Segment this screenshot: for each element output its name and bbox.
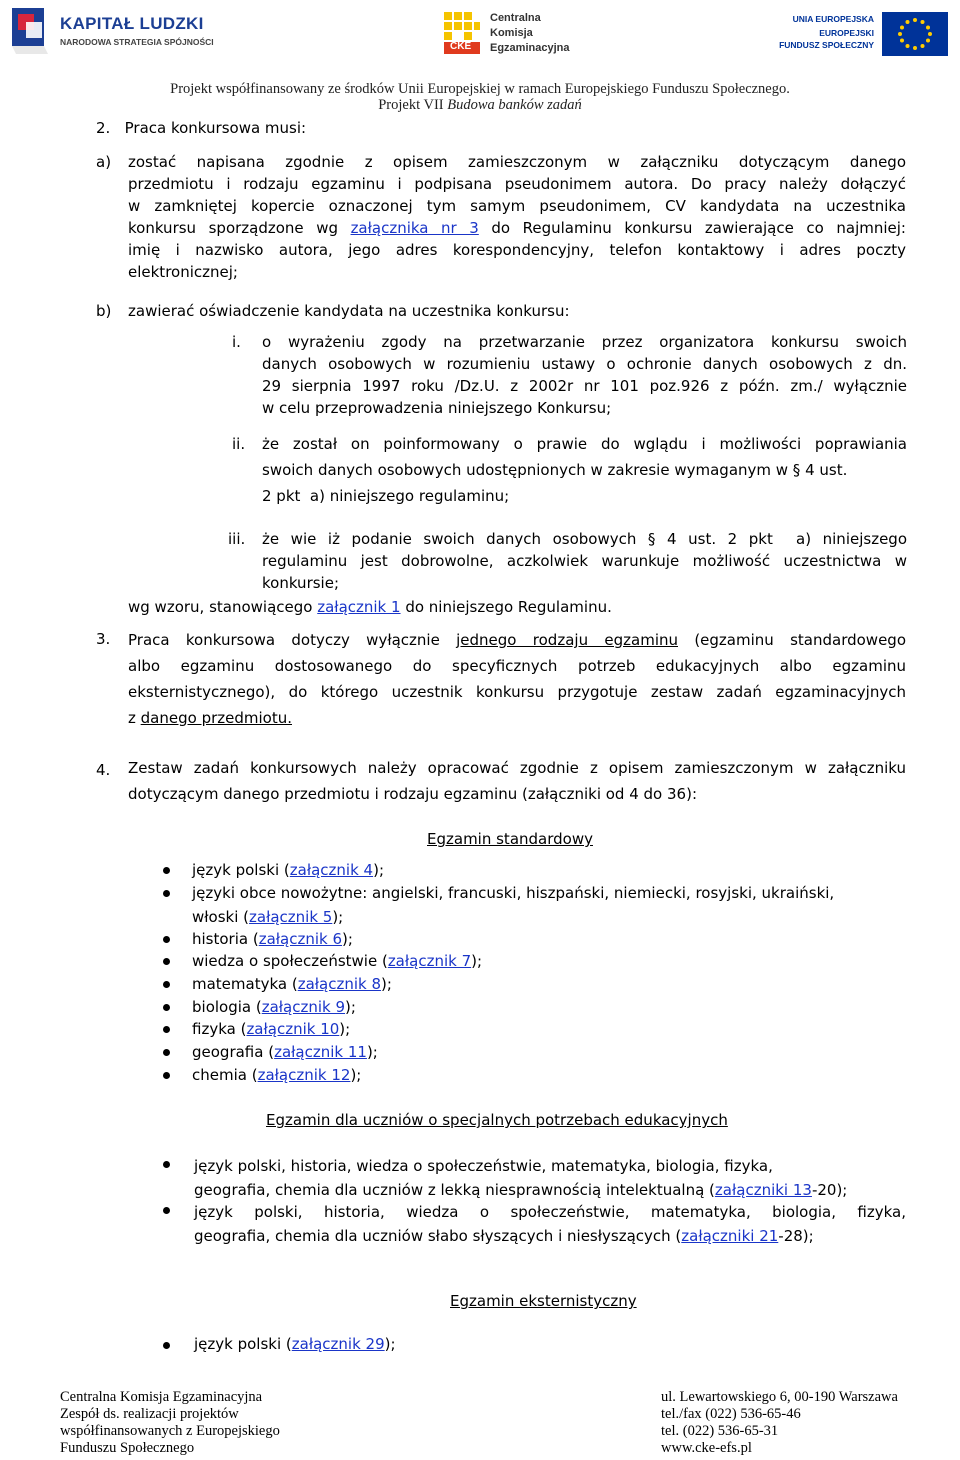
section-3-line4-text: z xyxy=(128,709,141,727)
project-line-1: Projekt współfinansowany ze środków Unii Europejskiej w ramach Europejskiego Funduszu Społecznego. xyxy=(170,81,790,97)
attachment-9-link[interactable]: załącznik 9 xyxy=(261,998,346,1016)
standard-item-tail: ); xyxy=(332,908,344,926)
attachment-1-link[interactable]: załącznik 1 xyxy=(317,598,401,616)
sub-i-line: w celu przeprowadzenia niniejszego Konkursu; xyxy=(262,399,612,417)
special-item-2-line xyxy=(194,1224,906,1248)
cke-badge: CKE xyxy=(450,41,472,52)
section-4-body xyxy=(128,755,906,807)
cke-line-1: Centralna xyxy=(490,12,541,24)
attachment-12-link[interactable]: załącznik 12 xyxy=(257,1066,351,1084)
sub-i-line: 29 sierpnia 1997 roku /Dz.U. z 2002r nr 101 poz.926 z późn. zm./ wyłącznie xyxy=(262,377,907,395)
attachment-6-link[interactable]: załącznik 6 xyxy=(258,930,343,948)
sub-ii-line: swoich danych osobowych udostępnionych w zakresie wymaganym w § 4 ust. xyxy=(262,461,848,479)
special-item-1-line: język polski, historia, wiedza o społeczeństwie, matematyka, biologia, fizyka, xyxy=(194,1157,773,1175)
special-item-1-text: geografia, chemia dla uczniów z lekką niesprawnością intelektualną ( xyxy=(194,1181,715,1199)
section-3-number: 3. xyxy=(96,630,111,648)
standard-item xyxy=(192,861,384,879)
section-3-line1-text: Praca konkursowa dotyczy wyłącznie xyxy=(128,631,457,649)
standard-item xyxy=(192,1020,350,1038)
footer-left-line: Zespół ds. realizacji projektów xyxy=(60,1406,239,1422)
standard-item-text: język polski ( xyxy=(192,861,290,879)
section-3-line1-tail: (egzaminu standardowego xyxy=(678,631,906,649)
standard-item-tail: ); xyxy=(339,1020,351,1038)
standard-item xyxy=(192,1043,378,1061)
item-b-text: zawierać oświadczenie kandydata na uczestnika konkursu: xyxy=(128,302,570,320)
section-3-body xyxy=(128,627,906,731)
standard-item-tail: ); xyxy=(366,1043,378,1061)
eu-line-1: UNIA EUROPEJSKA xyxy=(792,14,874,24)
bullet-icon xyxy=(163,1004,170,1011)
sub-ii-label: ii. xyxy=(232,435,246,453)
bullet-icon xyxy=(163,1342,170,1349)
item-b-label: b) xyxy=(96,302,112,320)
eu-line-2: EUROPEJSKI xyxy=(819,28,874,38)
external-item-text: język polski ( xyxy=(194,1335,292,1353)
standard-item-text: chemia ( xyxy=(192,1066,258,1084)
standard-item-text: matematyka ( xyxy=(192,975,298,993)
sub-iii-body xyxy=(262,528,907,594)
bullet-icon xyxy=(163,958,170,965)
kapital-ludzki-logo xyxy=(8,6,218,56)
standard-item: języki obce nowożytne: angielski, francuski, hiszpański, niemiecki, rosyjski, ukraiński, xyxy=(192,884,835,902)
standard-item xyxy=(192,930,353,948)
section-3-line xyxy=(128,627,906,653)
attachment-3-link[interactable]: załącznika nr 3 xyxy=(350,219,479,237)
attachment-5-link[interactable]: załącznik 5 xyxy=(249,908,333,926)
standard-item-text: fizyka ( xyxy=(192,1020,247,1038)
section-4-line: Zestaw zadań konkursowych należy opracować zgodnie z opisem zamieszczonym w załączniku xyxy=(128,759,906,777)
section-4-number: 4. xyxy=(96,761,111,779)
section-3-line: eksternistycznego), do którego uczestnik konkursu przygotuje zestaw zadań egzaminacyjnych xyxy=(128,683,906,701)
item-a-line4-text: konkursu sporządzone wg xyxy=(128,219,351,237)
one-exam-type-emphasis: jednego rodzaju egzaminu xyxy=(456,631,678,649)
attachment-10-link[interactable]: załącznik 10 xyxy=(246,1020,340,1038)
standard-item-continuation xyxy=(192,908,343,926)
bullet-icon xyxy=(163,981,170,988)
section-3-line xyxy=(128,705,906,731)
standard-item-text: włoski ( xyxy=(192,908,249,926)
section-4-line: dotyczącym danego przedmiotu i rodzaju egzaminu (załączniki od 4 do 36): xyxy=(128,785,697,803)
item-a-line: przedmiotu i rodzaju egzaminu i podpisana pseudonimem autora. Do pracy należy dołączyć xyxy=(128,175,906,193)
eu-logo xyxy=(778,12,956,56)
attachment-8-link[interactable]: załącznik 8 xyxy=(297,975,382,993)
item-a-line: zostać napisana zgodnie z opisem zamieszczonym w załączniku dotyczącym danego xyxy=(128,153,906,171)
special-item-1-line xyxy=(194,1178,847,1202)
standard-exam-heading: Egzamin standardowy xyxy=(427,830,593,848)
attachment-29-link[interactable]: załącznik 29 xyxy=(291,1335,385,1353)
special-item-2-text: geografia, chemia dla uczniów słabo słyszących i niesłyszących ( xyxy=(194,1227,682,1245)
external-exam-heading: Egzamin eksternistyczny xyxy=(450,1292,637,1310)
attachment-4-link[interactable]: załącznik 4 xyxy=(289,861,374,879)
sub-ii-line: że został on poinformowany o prawie do wglądu i możliwości poprawiania xyxy=(262,435,907,453)
bullet-icon xyxy=(163,1072,170,1079)
cke-line-2: Komisja xyxy=(490,27,533,39)
project-line-2-title: Budowa banków zadań xyxy=(447,97,582,113)
footer-right xyxy=(661,1389,898,1457)
special-item-1 xyxy=(194,1154,847,1202)
eu-line-3: FUNDUSZ SPOŁECZNY xyxy=(779,40,874,50)
header xyxy=(0,0,960,112)
footer-left-line: Funduszu Społecznego xyxy=(60,1440,195,1456)
sub-ii-body xyxy=(262,431,907,509)
sub-iii-line: regulaminu jest dobrowolne, aczkolwiek warunkuje możliwość uczestnictwa w xyxy=(262,552,907,570)
project-line-2 xyxy=(0,97,960,114)
attachments-21-28-link[interactable]: załączniki 21 xyxy=(681,1227,779,1245)
item-a-line4-tail: do Regulaminu konkursu zawierające co najmniej: xyxy=(478,219,906,237)
standard-item xyxy=(192,1066,361,1084)
special-item-2-line: język polski, historia, wiedza o społeczeństwie, matematyka, biologia, fizyka, xyxy=(194,1203,906,1221)
special-item-1-tail: -20); xyxy=(811,1181,848,1199)
item-a-label: a) xyxy=(96,153,112,171)
standard-item-tail: ); xyxy=(345,998,356,1016)
section-3-line: albo egzaminu dostosowanego do specyficznych potrzeb edukacyjnych albo egzaminu xyxy=(128,657,906,675)
project-line-2-prefix: Projekt VII xyxy=(378,97,448,113)
item-a-line: w zamkniętej kopercie oznaczonej tym samym pseudonimem, CV kandydata na uczestnika xyxy=(128,197,906,215)
standard-item-text: wiedza o społeczeństwie ( xyxy=(192,952,388,970)
footer-left xyxy=(60,1389,280,1457)
kapital-ludzki-title: KAPITAŁ LUDZKI xyxy=(60,14,204,33)
standard-item-tail: ); xyxy=(381,975,392,993)
special-item-2-tail: -28); xyxy=(778,1227,814,1245)
standard-item xyxy=(192,998,356,1016)
standard-item-tail: ); xyxy=(342,930,353,948)
sub-i-body xyxy=(262,331,907,419)
wzor-tail: do niniejszego Regulaminu. xyxy=(400,598,612,616)
external-item xyxy=(194,1335,396,1353)
footer-address: ul. Lewartowskiego 6, 00-190 Warszawa xyxy=(661,1389,898,1405)
standard-item xyxy=(192,975,392,993)
item-a-line xyxy=(128,217,906,239)
attachment-7-link[interactable]: załącznik 7 xyxy=(387,952,472,970)
external-item-tail: ); xyxy=(384,1335,396,1353)
footer-left-line: współfinansowanych z Europejskiego xyxy=(60,1423,280,1439)
sub-i-line: danych osobowych w rozumieniu ustawy o ochronie danych osobowych z dn. xyxy=(262,355,907,373)
standard-item xyxy=(192,952,482,970)
standard-item-text: historia ( xyxy=(192,930,259,948)
wzor-line xyxy=(128,598,612,616)
kapital-ludzki-subtitle: NARODOWA STRATEGIA SPÓJNOŚCI xyxy=(60,37,214,47)
footer-left-line: Centralna Komisja Egzaminacyjna xyxy=(60,1389,263,1405)
sub-i-line: o wyrażeniu zgody na przetwarzanie przez organizatora konkursu swoich xyxy=(262,333,907,351)
item-a-line: imię i nazwisko autora, jego adres korespondencyjny, telefon kontaktowy i adres poczty xyxy=(128,241,906,259)
section-2-heading: 2. Praca konkursowa musi: xyxy=(96,119,307,137)
given-subject-emphasis: danego przedmiotu. xyxy=(140,709,292,727)
sub-ii-line: 2 pkt a) niniejszego regulaminu; xyxy=(262,487,510,505)
bullet-icon xyxy=(163,1049,170,1056)
wzor-text: wg wzoru, stanowiącego xyxy=(128,598,318,616)
special-exam-heading: Egzamin dla uczniów o specjalnych potrzebach edukacyjnych xyxy=(266,1111,728,1129)
attachments-13-20-link[interactable]: załączniki 13 xyxy=(714,1181,812,1199)
sub-iii-label: iii. xyxy=(228,530,246,548)
item-a-line: elektronicznej; xyxy=(128,263,238,281)
attachment-11-link[interactable]: załącznik 11 xyxy=(274,1043,367,1061)
kapital-ludzki-emblem-icon xyxy=(8,6,52,56)
special-item-2 xyxy=(194,1200,906,1248)
bullet-icon xyxy=(163,1207,170,1214)
bullet-icon xyxy=(163,1026,170,1033)
sub-iii-line: konkursie; xyxy=(262,574,339,592)
footer-fax: tel./fax (022) 536-65-46 xyxy=(661,1406,801,1422)
bullet-icon xyxy=(163,1161,170,1168)
item-a-body xyxy=(128,151,906,283)
standard-item-text: biologia ( xyxy=(192,998,262,1016)
cke-logo xyxy=(442,8,582,58)
standard-item-tail: ); xyxy=(373,861,384,879)
sub-iii-line: że wie iż podanie swoich danych osobowych § 4 ust. 2 pkt a) niniejszego xyxy=(262,530,907,548)
bullet-icon xyxy=(163,867,170,874)
eu-flag-icon xyxy=(882,12,948,56)
standard-item-tail: ); xyxy=(350,1066,362,1084)
footer-website: www.cke-efs.pl xyxy=(661,1440,752,1456)
bullet-icon xyxy=(163,890,170,897)
bullet-icon xyxy=(163,936,170,943)
standard-item-tail: ); xyxy=(471,952,483,970)
cke-line-3: Egzaminacyjna xyxy=(490,42,570,54)
standard-item-text: geografia ( xyxy=(192,1043,275,1061)
footer-phone: tel. (022) 536-65-31 xyxy=(661,1423,779,1439)
sub-i-label: i. xyxy=(232,333,241,351)
